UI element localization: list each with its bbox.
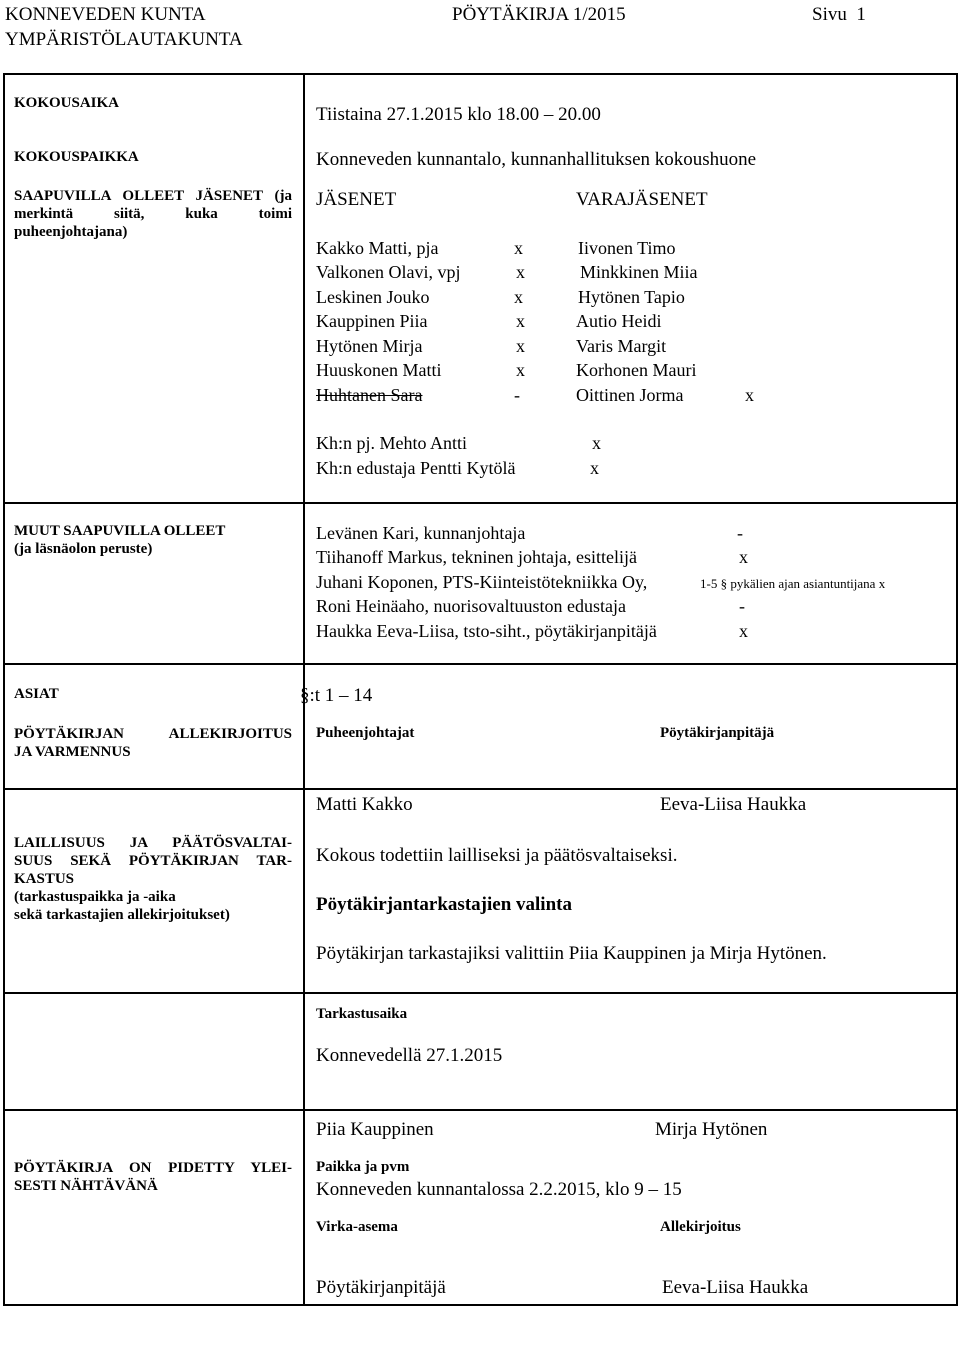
- meeting-place-value: Konneveden kunnantalo, kunnanhallituksen kokoushuone: [316, 149, 757, 170]
- deputy-name: Hytönen Tapio: [578, 287, 685, 307]
- matters-label: ASIAT: [14, 686, 59, 702]
- member-name-struck: Huhtanen Sara: [316, 385, 423, 405]
- deputies-header: VARAJÄSENET: [576, 189, 708, 210]
- municipality-name: KONNEVEDEN KUNTA: [5, 4, 206, 25]
- secretary-header: Pöytäkirjanpitäjä: [660, 725, 775, 741]
- page-number: 1: [856, 4, 866, 25]
- secretary-name: Eeva-Liisa Haukka: [660, 794, 807, 815]
- other-attendee-mark: x: [739, 547, 748, 567]
- other-attendee-mark: x: [739, 621, 748, 641]
- deputy-name: Minkkinen Miia: [580, 262, 698, 282]
- member-name: Leskinen Jouko: [316, 287, 430, 307]
- deputy-name: Autio Heidi: [576, 311, 662, 331]
- other-attendee-mark: -: [739, 596, 745, 616]
- kh-chair-mark: x: [592, 433, 601, 453]
- checker-2-name: Mirja Hytönen: [655, 1119, 768, 1140]
- others-label: MUUT SAAPUVILLA OLLEET: [14, 523, 226, 539]
- member-name: Kakko Matti, pja: [316, 238, 439, 258]
- office-value: Pöytäkirjanpitäjä: [316, 1277, 446, 1298]
- checker-1-name: Piia Kauppinen: [316, 1119, 434, 1140]
- place-date-label: Paikka ja pvm: [316, 1159, 410, 1175]
- check-place-date: Konnevedellä 27.1.2015: [316, 1045, 503, 1066]
- other-attendee: Tiihanoff Markus, tekninen johtaja, esittelijä: [316, 547, 637, 567]
- meeting-time-label: KOKOUSAIKA: [14, 95, 120, 111]
- signature-label: Allekirjoitus: [660, 1219, 741, 1235]
- kh-representative-mark: x: [590, 458, 599, 478]
- other-attendee: Roni Heinäaho, nuorisovaltuuston edustaja: [316, 596, 626, 616]
- member-mark: x: [516, 360, 525, 380]
- divider-after-signing: [3, 788, 956, 790]
- matters-value: §:t 1 – 14: [300, 685, 373, 706]
- other-attendee-note: 1-5 § pykälien ajan asiantuntijana x: [700, 576, 886, 591]
- board-name: YMPÄRISTÖLAUTAKUNTA: [5, 29, 243, 50]
- member-mark: x: [516, 262, 525, 282]
- divider-after-attendees: [3, 502, 956, 504]
- deputy-name: Korhonen Mauri: [576, 360, 697, 380]
- other-attendee-mark: -: [737, 523, 743, 543]
- member-mark: -: [514, 385, 520, 405]
- member-name: Huuskonen Matti: [316, 360, 442, 380]
- other-attendee: Levänen Kari, kunnanjohtaja: [316, 523, 526, 543]
- election-heading: Pöytäkirjantarkastajien valinta: [316, 894, 572, 915]
- divider-after-legality: [3, 992, 956, 994]
- signature-value: Eeva-Liisa Haukka: [662, 1277, 809, 1298]
- kh-representative: Kh:n edustaja Pentti Kytölä: [316, 458, 516, 478]
- member-mark: x: [514, 238, 523, 258]
- deputy-name: Oittinen Jorma: [576, 385, 684, 405]
- deputy-name: Iivonen Timo: [578, 238, 676, 258]
- other-attendee: Haukka Eeva-Liisa, tsto-siht., pöytäkirjanpitäjä: [316, 621, 657, 641]
- page-label: Sivu 1: [812, 4, 866, 25]
- member-mark: x: [514, 287, 523, 307]
- member-name: Hytönen Mirja: [316, 336, 423, 356]
- meeting-time-value: Tiistaina 27.1.2015 klo 18.00 – 20.00: [316, 104, 601, 125]
- check-time-label: Tarkastusaika: [316, 1006, 408, 1022]
- office-label: Virka-asema: [316, 1219, 398, 1235]
- divider-after-others: [3, 663, 956, 665]
- attendees-label: SAAPUVILLA OLLEET JÄSENET (ja merkintä siitä, kuka toimi puheenjohtajana): [14, 188, 292, 240]
- signing-label: PÖYTÄKIRJAN ALLEKIRJOITUS: [14, 726, 292, 742]
- members-header: JÄSENET: [316, 189, 397, 210]
- chair-name: Matti Kakko: [316, 794, 413, 815]
- quorum-text: Kokous todettiin lailliseksi ja päätösvaltaiseksi.: [316, 845, 678, 866]
- member-mark: x: [516, 311, 525, 331]
- meeting-place-label: KOKOUSPAIKKA: [14, 149, 139, 165]
- form-frame: [3, 73, 958, 1306]
- others-sublabel: (ja läsnäolon peruste): [14, 541, 153, 557]
- document-title: PÖYTÄKIRJA 1/2015: [452, 4, 626, 25]
- divider-before-public: [3, 1109, 956, 1111]
- member-name: Kauppinen Piia: [316, 311, 428, 331]
- place-date-value: Konneveden kunnantalossa 2.2.2015, klo 9 – 15: [316, 1179, 682, 1200]
- deputy-mark: x: [745, 385, 754, 405]
- member-mark: x: [516, 336, 525, 356]
- chairs-header: Puheenjohtajat: [316, 725, 415, 741]
- member-name: Valkonen Olavi, vpj: [316, 262, 461, 282]
- election-text: Pöytäkirjan tarkastajiksi valittiin Piia Kauppinen ja Mirja Hytönen.: [316, 943, 827, 964]
- other-attendee: Juhani Koponen, PTS-Kiinteistötekniikka Oy,: [316, 572, 648, 592]
- kh-chair: Kh:n pj. Mehto Antti: [316, 433, 468, 453]
- signing-label-2: JA VARMENNUS: [14, 744, 131, 760]
- deputy-name: Varis Margit: [576, 336, 667, 356]
